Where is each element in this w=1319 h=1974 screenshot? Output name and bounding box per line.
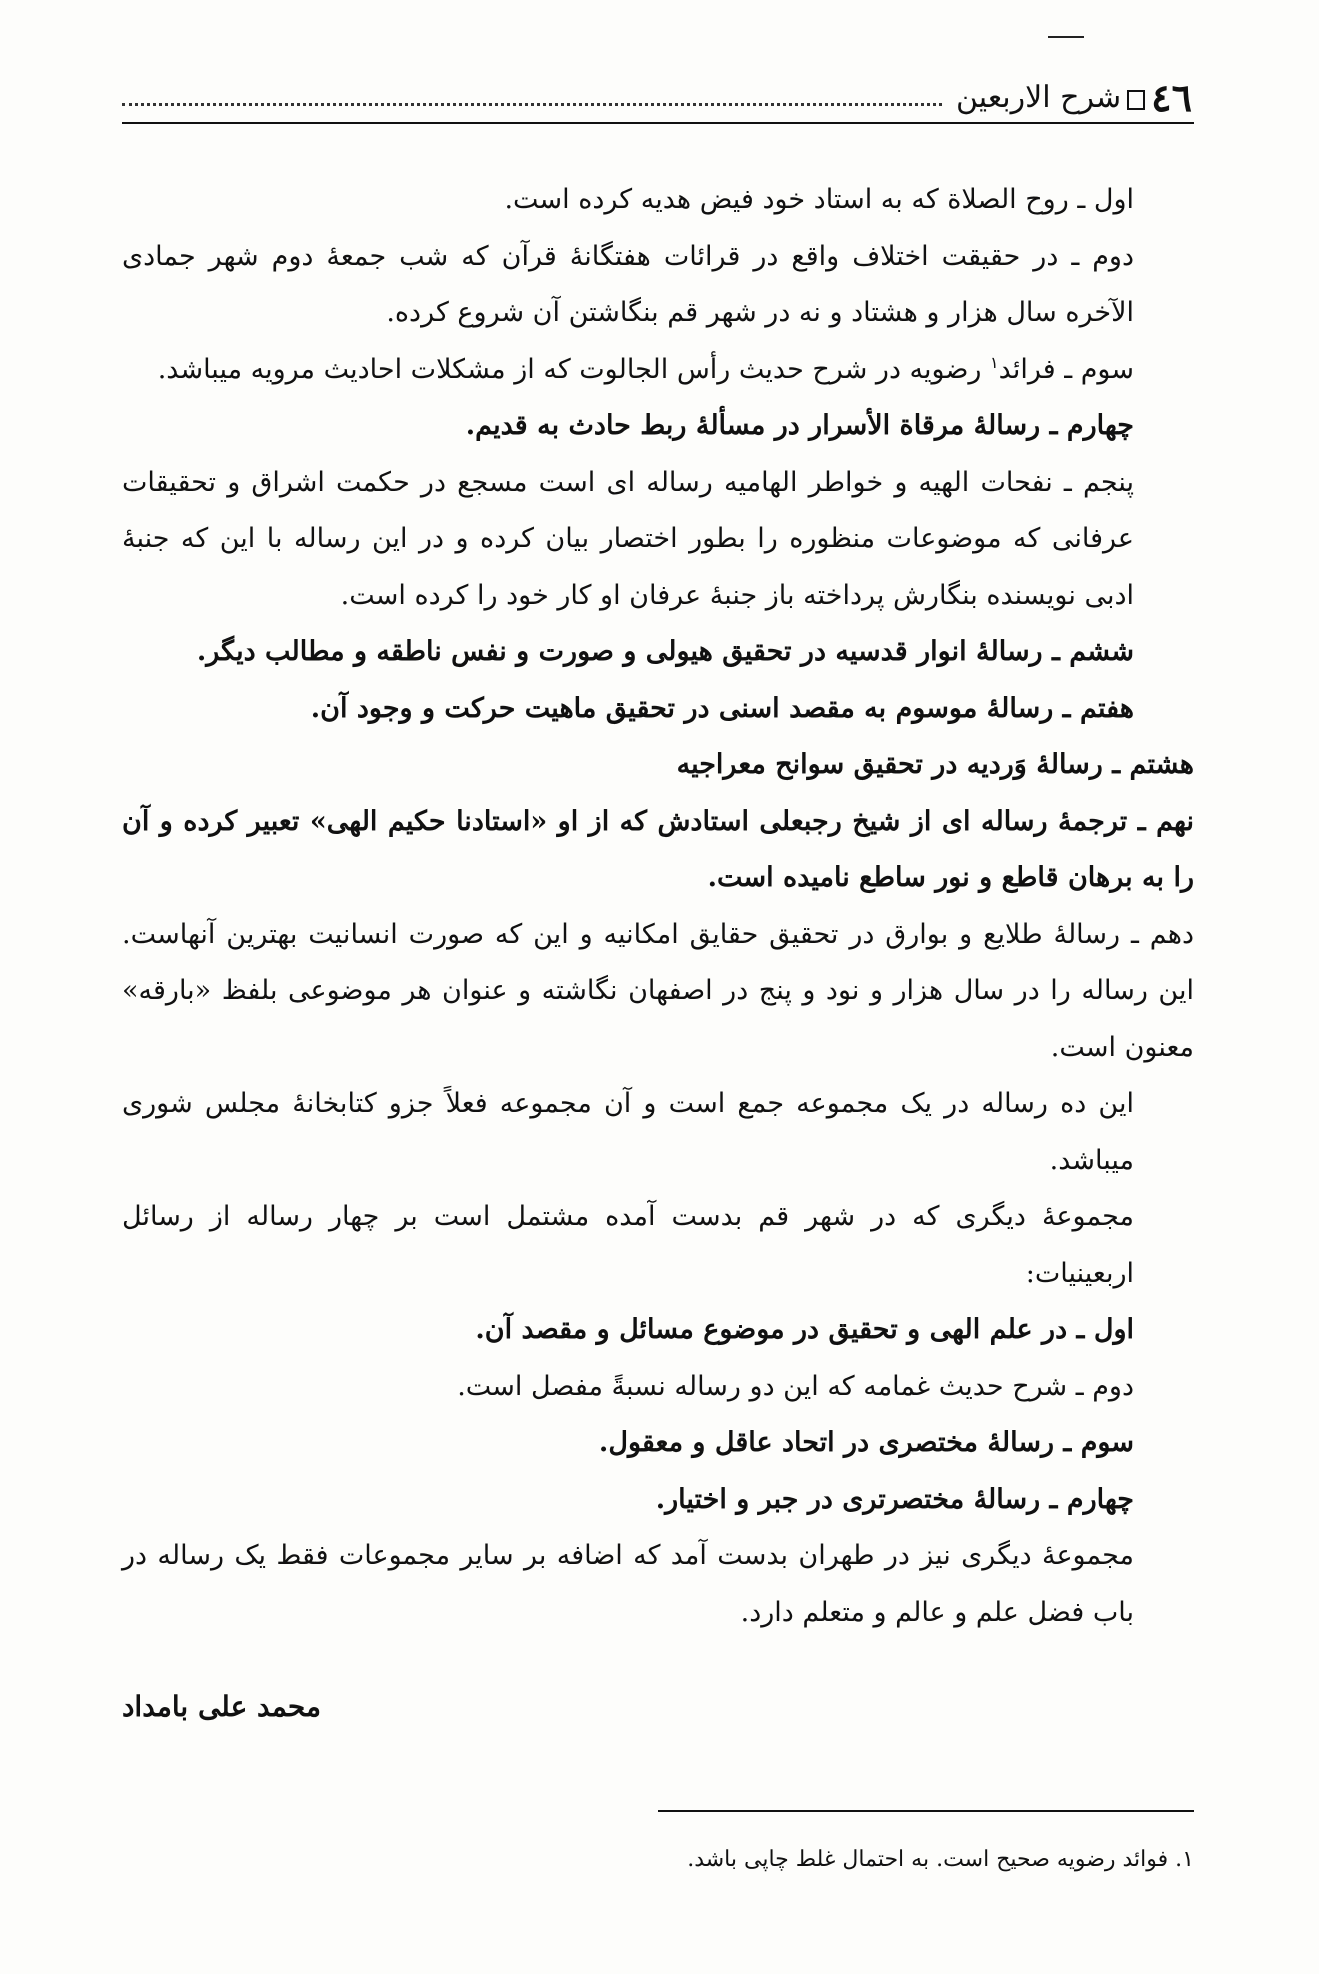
- running-title: شرح الاربعین: [955, 80, 1122, 115]
- paragraph: [122, 1472, 1194, 1529]
- header-rule: [122, 122, 1194, 124]
- paragraph-text: چهارم ـ رسالهٔ مختصرتری در جبر و اختیار.: [655, 1483, 1134, 1515]
- paragraph: دوم ـ شرح حدیث غمامه که این دو رساله نسبةً مفصل است.: [457, 1370, 1134, 1402]
- paragraph: [122, 624, 1194, 681]
- author-signature: محمد علی بامداد: [121, 1690, 321, 1723]
- paragraph: [122, 737, 1194, 794]
- paragraph: دوم ـ در حقیقت اختلاف واقع در قرائات هفتگانهٔ قرآن که شب جمعهٔ دوم شهر جمادی الآخره سال هزار و هشتاد و نه در شهر قم بنگاشتن آن شروع کرده.: [122, 240, 1134, 328]
- paragraph: دهم ـ رسالهٔ طلایع و بوارق در تحقیق حقایق امکانیه و این که صورت انسانیت بهترین آنهاست. این رساله را در سال هزار و نود و پنج در اصفهان نگاشته و عنوان هر موضوعی بلفظ «بارقه» معنون است.: [122, 918, 1194, 1063]
- footnote: ١. فوائد رضویه صحیح است. به احتمال غلط چاپی باشد.: [687, 1847, 1194, 1872]
- page-header: [122, 72, 1192, 120]
- page-number: ٤٦: [1151, 75, 1192, 120]
- footnote-rule: [658, 1810, 1194, 1812]
- paragraph-text: اول ـ در علم الهی و تحقیق در موضوع مسائل و مقصد آن.: [475, 1314, 1134, 1345]
- paragraph: [122, 681, 1194, 738]
- paragraph: این ده رساله در یک مجموعه جمع است و آن مجموعه فعلاً جزو کتابخانهٔ مجلس شوری میباشد.: [122, 1088, 1134, 1176]
- paragraph-text: چهارم ـ رسالهٔ مرقاة الأسرار در مسألهٔ ربط حادث به قدیم.: [465, 410, 1134, 441]
- dotted-leader: [122, 101, 942, 106]
- paragraph-text: رضویه در شرح حدیث رأس الجالوت که از مشکلات احادیث مرویه میباشد.: [157, 353, 991, 385]
- paragraph-text: نهم ـ ترجمهٔ رساله ای از شیخ رجبعلی استادش که از او «استادنا حکیم الهی» تعبیر کرده و آن را به برهان قاطع و نور ساطع نامیده است.: [122, 805, 1194, 893]
- main-text: [122, 172, 1194, 1641]
- paragraph: [122, 1415, 1194, 1472]
- box-ornament-icon: [1127, 90, 1145, 110]
- paragraph-text: هشتم ـ رسالهٔ وَردیه در تحقیق سوانح معراجیه: [676, 749, 1194, 780]
- paragraph: اول ـ روح الصلاة که به استاد خود فیض هدیه کرده است.: [504, 184, 1134, 215]
- paragraph: [122, 342, 1194, 399]
- paragraph: [122, 1302, 1194, 1359]
- paragraph-text: هفتم ـ رسالهٔ موسوم به مقصد اسنی در تحقیق ماهیت حرکت و وجود آن.: [310, 692, 1134, 724]
- paragraph-text: سوم ـ رسالهٔ مختصری در اتحاد عاقل و معقول.: [598, 1427, 1134, 1458]
- paragraph: [122, 794, 1194, 907]
- footnote-marker: ١: [990, 352, 999, 372]
- paragraph-text: ششم ـ رسالهٔ انوار قدسیه در تحقیق هیولی و صورت و نفس ناطقه و مطالب دیگر.: [196, 636, 1134, 667]
- paragraph: [122, 398, 1194, 455]
- paragraph: پنجم ـ نفحات الهیه و خواطر الهامیه رساله ای است مسجع در حکمت اشراق و تحقیقات عرفانی که موضوعات منظوره را بطور اختصار بیان کرده و در این رساله با این که جنبهٔ ادبی نویسنده بنگارش پرداخته باز جنبهٔ عرفان او کار خود را کرده است.: [122, 466, 1134, 611]
- paragraph-text: سوم ـ فرائد: [998, 353, 1134, 385]
- paragraph: مجموعهٔ دیگری که در شهر قم بدست آمده مشتمل است بر چهار رساله از رسائل اربعینیات:: [122, 1201, 1134, 1289]
- paragraph: مجموعهٔ دیگری نیز در طهران بدست آمد که اضافه بر سایر مجموعات فقط یک رساله در باب فضل علم و عالم و متعلم دارد.: [122, 1540, 1134, 1628]
- top-dash: [1048, 36, 1084, 38]
